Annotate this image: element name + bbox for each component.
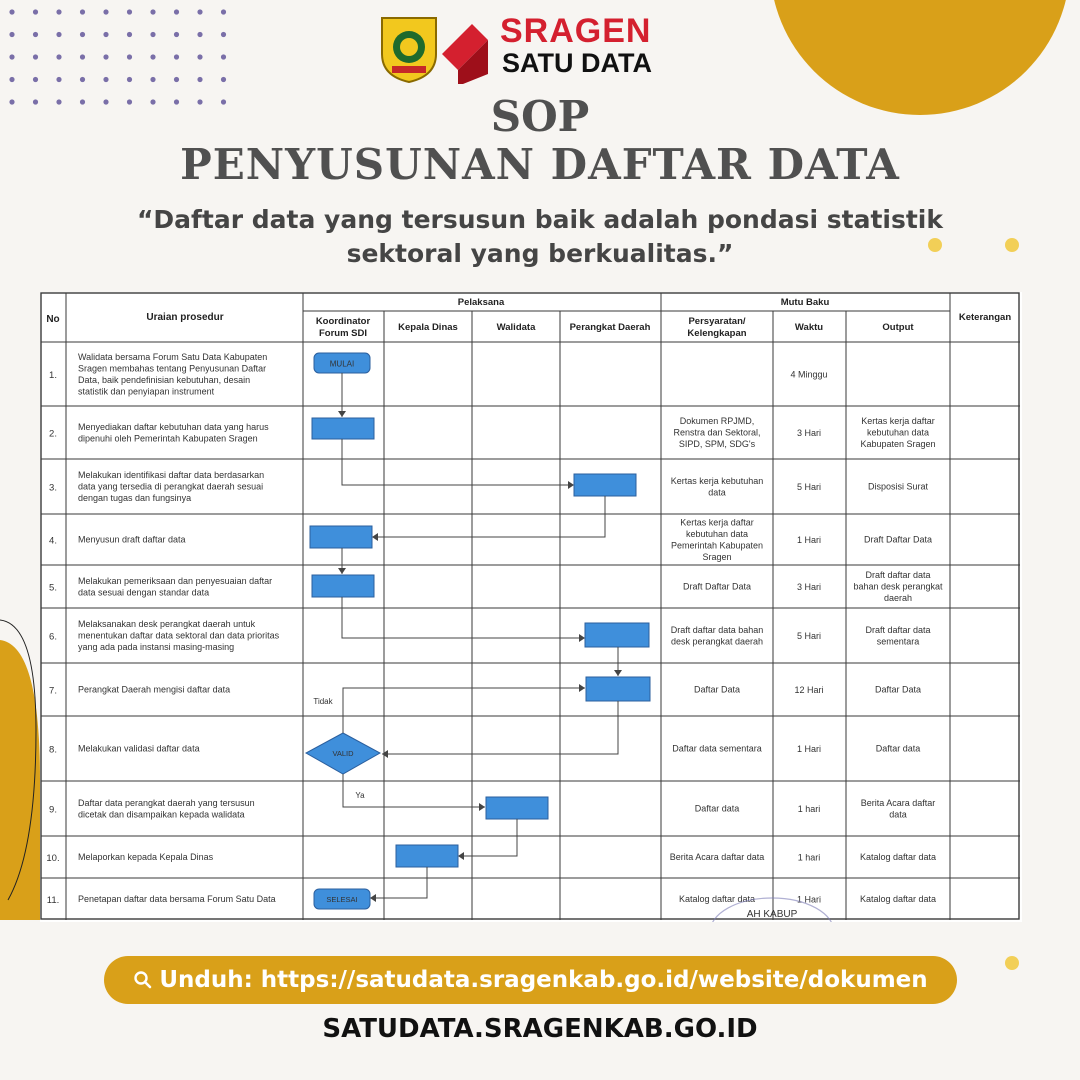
row-number: 9. xyxy=(49,804,57,816)
row-waktu: 1 hari xyxy=(797,804,821,814)
pattern-dot xyxy=(197,77,202,82)
validation-label: VALID xyxy=(332,749,354,758)
arrow-head xyxy=(338,411,346,417)
end-label: SELESAI xyxy=(326,895,358,904)
process-box-4 xyxy=(310,526,372,548)
row-output: Draft Daftar Data xyxy=(863,534,933,545)
header-koordinator: Koordinator xyxy=(315,316,371,327)
process-box-9 xyxy=(486,797,548,819)
arrow-head xyxy=(372,533,378,541)
pattern-dot xyxy=(80,54,85,59)
row-uraian: dengan tugas dan fungsinya xyxy=(78,493,192,504)
pattern-dot xyxy=(33,77,38,82)
row-number: 6. xyxy=(49,631,57,643)
row-waktu: 5 Hari xyxy=(796,482,822,492)
pattern-dot xyxy=(174,9,179,14)
row-uraian: Melakukan validasi daftar data xyxy=(78,743,200,754)
process-box-5 xyxy=(312,575,374,597)
row-output: sementara xyxy=(876,636,920,647)
row-output: data xyxy=(889,809,907,820)
brand-diamond-icon xyxy=(442,24,488,84)
arrow-head xyxy=(579,634,585,642)
row-output: Daftar Data xyxy=(874,684,922,695)
row-persyaratan: Draft daftar data bahan xyxy=(670,624,764,635)
row-output: Draft daftar data xyxy=(865,570,931,581)
row-persyaratan: kebutuhan data xyxy=(685,528,749,539)
row-waktu: 5 Hari xyxy=(796,631,822,641)
process-box-6 xyxy=(585,623,649,647)
header-mutu-baku: Mutu Baku xyxy=(780,297,830,308)
row-output: daerah xyxy=(883,593,913,604)
row-persyaratan: Draft Daftar Data xyxy=(682,581,752,592)
row-uraian: statistik dan penyiapan instrument xyxy=(78,386,215,397)
row-output: Draft daftar data xyxy=(865,624,931,635)
pattern-dot xyxy=(9,9,14,14)
pattern-dot xyxy=(174,77,179,82)
row-persyaratan: Kertas kerja daftar xyxy=(680,517,754,528)
header-output: Output xyxy=(882,322,914,333)
flow-arrow xyxy=(342,597,585,638)
header-kepala-dinas: Kepala Dinas xyxy=(398,322,458,333)
row-number: 11. xyxy=(46,895,60,906)
pattern-dot xyxy=(9,54,14,59)
pattern-dot xyxy=(150,77,155,82)
header-pelaksana: Pelaksana xyxy=(457,297,505,308)
row-uraian: Sragen membahas tentang Penyusunan Daftar xyxy=(78,363,267,374)
row-persyaratan: Dokumen RPJMD, xyxy=(679,416,755,427)
row-uraian: Melaporkan kepada Kepala Dinas xyxy=(78,852,214,863)
arrow-head xyxy=(568,481,574,489)
arrow-head xyxy=(479,803,485,811)
row-number: 3. xyxy=(49,482,57,494)
pattern-dot xyxy=(33,32,38,37)
brand-name: SRAGEN xyxy=(500,12,652,50)
pattern-dot xyxy=(127,32,132,37)
pattern-dot xyxy=(221,9,226,14)
pattern-dot xyxy=(80,32,85,37)
row-output: kebutuhan data xyxy=(866,427,930,438)
header-keterangan: Keterangan xyxy=(958,312,1012,323)
pattern-dot xyxy=(221,77,226,82)
row-uraian: Daftar data perangkat daerah yang tersusun xyxy=(78,797,255,808)
arrow-head xyxy=(579,684,585,692)
row-uraian: Melaksanakan desk perangkat daerah untuk xyxy=(78,619,256,630)
row-uraian: menentukan daftar data sektoral dan data prioritas xyxy=(78,630,280,641)
pattern-dot xyxy=(127,77,132,82)
row-number: 5. xyxy=(49,582,57,594)
process-box-7 xyxy=(586,677,650,701)
quote: “Daftar data yang tersusun baik adalah pondasi statistik sektoral yang berkualitas.” xyxy=(136,205,943,268)
pattern-dot xyxy=(174,54,179,59)
row-waktu: 4 Minggu xyxy=(790,369,828,380)
row-waktu: 12 Hari xyxy=(794,685,824,695)
row-uraian: data sesuai dengan standar data xyxy=(78,587,210,598)
header-koordinator: Forum SDI xyxy=(318,328,368,339)
arrow-head xyxy=(370,894,376,902)
pattern-dot xyxy=(103,9,108,14)
flow-arrow xyxy=(372,496,605,537)
row-output: Katalog daftar data xyxy=(859,852,937,863)
header-walidata: Walidata xyxy=(496,322,536,333)
row-number: 4. xyxy=(49,535,57,547)
regency-crest-icon xyxy=(382,18,436,82)
row-uraian: dicetak dan disampaikan kepada walidata xyxy=(78,809,245,820)
process-box-10 xyxy=(396,845,458,867)
row-number: 10. xyxy=(46,853,60,864)
pattern-dot xyxy=(127,54,132,59)
footer-website[interactable]: SATUDATA.SRAGENKAB.GO.ID xyxy=(322,1014,758,1044)
deco-dot xyxy=(1005,238,1019,252)
row-output: bahan desk perangkat xyxy=(853,581,943,592)
row-waktu: 1 Hari xyxy=(796,894,822,905)
row-uraian: dipenuhi oleh Pemerintah Kabupaten Sragen xyxy=(78,433,258,444)
flow-arrow xyxy=(342,439,574,485)
arrow-head xyxy=(614,670,622,676)
arrow-head xyxy=(338,568,346,574)
row-uraian: Data, baik pendefinisian kebutuhan, desain xyxy=(78,374,251,385)
row-uraian: Melakukan pemeriksaan dan penyesuaian daftar xyxy=(78,575,273,586)
row-output: Kertas kerja daftar xyxy=(861,416,935,427)
no-label: Tidak xyxy=(313,697,333,706)
pattern-dot xyxy=(127,9,132,14)
header-no: No xyxy=(46,314,60,325)
header-persyaratan: Persyaratan/ xyxy=(688,316,746,327)
row-waktu: 1 Hari xyxy=(796,535,822,545)
row-uraian: Melakukan identifikasi daftar data berdasarkan xyxy=(78,470,265,481)
pattern-dot xyxy=(56,54,61,59)
flow-arrow xyxy=(382,701,618,754)
row-waktu: 1 hari xyxy=(797,852,821,863)
pattern-dot xyxy=(56,77,61,82)
pattern-dot xyxy=(197,32,202,37)
header-waktu: Waktu xyxy=(794,322,824,333)
row-uraian: Menyusun draft daftar data xyxy=(78,534,186,545)
row-uraian: Menyediakan daftar kebutuhan data yang harus xyxy=(78,421,269,432)
pattern-dot xyxy=(56,9,61,14)
download-link-text: Unduh: https://satudata.sragenkab.go.id/website/dokumen xyxy=(159,967,928,993)
row-number: 8. xyxy=(49,744,57,756)
pattern-dot xyxy=(197,54,202,59)
row-persyaratan: Kertas kerja kebutuhan xyxy=(670,475,764,486)
pattern-dot xyxy=(221,54,226,59)
row-uraian: data yang tersedia di perangkat daerah sesuai xyxy=(78,481,264,492)
row-waktu: 3 Hari xyxy=(796,428,822,438)
row-uraian: Perangkat Daerah mengisi daftar data xyxy=(78,684,231,695)
header-perangkat-daerah: Perangkat Daerah xyxy=(569,322,651,333)
pattern-dot xyxy=(80,77,85,82)
pattern-dot xyxy=(221,32,226,37)
process-box-3 xyxy=(574,474,636,496)
pattern-dot xyxy=(150,32,155,37)
row-waktu: 1 Hari xyxy=(796,744,822,754)
yes-label: Ya xyxy=(355,791,365,800)
pattern-dot xyxy=(9,77,14,82)
deco-dot xyxy=(1005,956,1019,970)
pattern-dot xyxy=(33,54,38,59)
row-output: Disposisi Surat xyxy=(867,481,929,492)
flow-arrow-no xyxy=(343,688,585,733)
row-number: 7. xyxy=(49,685,57,697)
flow-arrow xyxy=(370,867,427,898)
pattern-dot xyxy=(150,54,155,59)
pattern-dot xyxy=(103,54,108,59)
row-persyaratan: Katalog daftar data xyxy=(678,894,756,905)
row-output: Katalog daftar data xyxy=(859,894,937,905)
pattern-dot xyxy=(103,77,108,82)
search-icon xyxy=(133,970,153,990)
brand-subtitle: SATU DATA xyxy=(502,48,652,78)
row-number: 1. xyxy=(49,370,57,381)
download-link[interactable] xyxy=(104,956,957,1004)
pattern-dot xyxy=(33,9,38,14)
row-uraian: Walidata bersama Forum Satu Data Kabupaten xyxy=(78,351,268,362)
row-persyaratan: data xyxy=(708,487,726,498)
row-waktu: 3 Hari xyxy=(796,582,822,592)
row-persyaratan: Sragen xyxy=(702,551,732,562)
page-title: PENYUSUNAN DAFTAR DATA xyxy=(180,140,900,189)
row-persyaratan: Daftar data xyxy=(694,803,740,814)
start-label: MULAI xyxy=(329,359,355,369)
pattern-dot xyxy=(103,32,108,37)
row-persyaratan: Renstra dan Sektoral, xyxy=(673,427,761,438)
row-persyaratan: Daftar data sementara xyxy=(672,743,762,754)
header-uraian: Uraian prosedur xyxy=(146,312,224,323)
pattern-dot xyxy=(56,32,61,37)
pattern-dot xyxy=(80,9,85,14)
row-persyaratan: Daftar Data xyxy=(693,684,741,695)
arrow-head xyxy=(458,852,464,860)
pattern-dot xyxy=(174,32,179,37)
row-persyaratan: SIPD, SPM, SDG's xyxy=(678,439,756,450)
sop-flowchart-table xyxy=(40,292,1022,922)
process-box-2 xyxy=(312,418,374,439)
row-number: 2. xyxy=(49,428,57,440)
row-output: Daftar data xyxy=(875,743,921,754)
sop-document xyxy=(40,292,1022,922)
arrow-head xyxy=(382,750,388,758)
header-persyaratan: Kelengkapan xyxy=(687,328,747,339)
row-persyaratan: Pemerintah Kabupaten xyxy=(670,540,764,551)
row-output: Kabupaten Sragen xyxy=(860,439,936,450)
row-uraian: yang ada pada instansi masing-masing xyxy=(78,642,235,653)
pattern-dot xyxy=(9,32,14,37)
page-title-sop: SOP xyxy=(490,92,590,141)
row-output: Berita Acara daftar xyxy=(860,797,936,808)
pattern-dot xyxy=(197,9,202,14)
flow-arrow xyxy=(458,819,517,856)
pattern-dot xyxy=(150,9,155,14)
row-persyaratan: Berita Acara daftar data xyxy=(669,852,765,863)
row-persyaratan: desk perangkat daerah xyxy=(670,636,764,647)
stamp-text: AH KABUP xyxy=(746,909,798,920)
row-uraian: Penetapan daftar data bersama Forum Satu Data xyxy=(78,894,276,905)
